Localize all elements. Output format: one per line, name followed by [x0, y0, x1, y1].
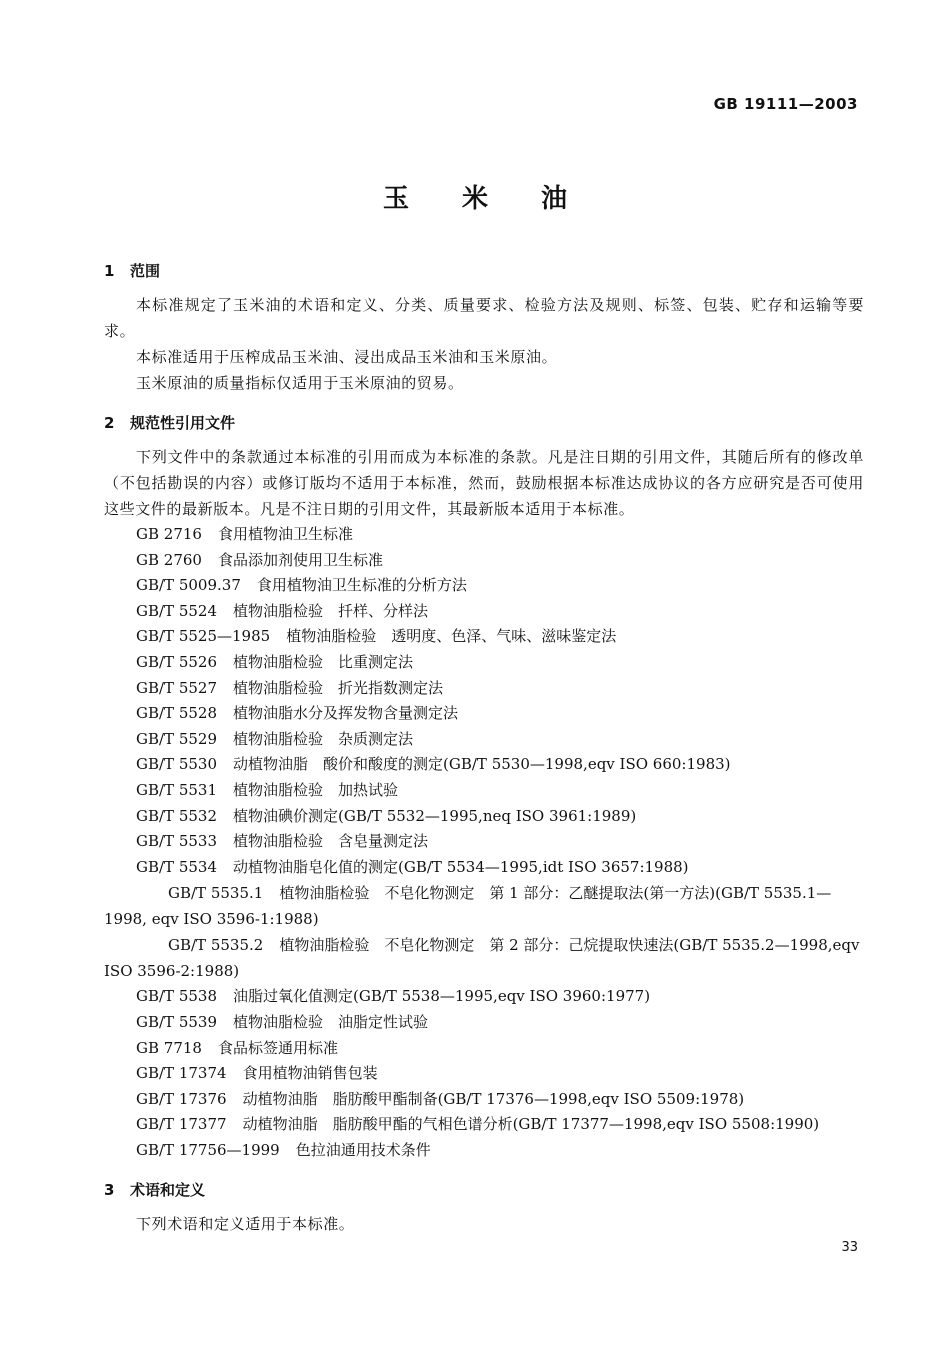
reference-title: 油脂过氧化值测定(GB/T 5538—1995,eqv ISO 3960:1977) — [233, 987, 651, 1006]
reference-item — [104, 599, 864, 625]
reference-code: GB/T 5531 — [136, 780, 218, 799]
reference-code: GB/T 5539 — [136, 1012, 218, 1031]
reference-title: 色拉油通用技术条件 — [295, 1140, 431, 1159]
section-title: 术语和定义 — [130, 1181, 206, 1200]
reference-code: GB/T 5527 — [136, 678, 218, 697]
reference-title: 植物油脂检验 含皂量测定法 — [233, 832, 429, 851]
reference-title: 植物油脂检验 扦样、分样法 — [233, 601, 429, 620]
reference-code: GB/T 5524 — [136, 601, 218, 620]
reference-code: GB/T 5525—1985 — [136, 627, 271, 646]
reference-item — [104, 727, 864, 753]
reference-item — [104, 1138, 864, 1164]
reference-title: 植物油脂检验 油脂定性试验 — [233, 1012, 429, 1031]
reference-code: GB/T 5534 — [136, 857, 218, 876]
reference-code: GB/T 17377 — [136, 1115, 227, 1134]
scope-paragraph: 玉米原油的质量指标仅适用于玉米原油的贸易。 — [136, 374, 464, 392]
reference-item — [104, 1112, 864, 1138]
document-body — [104, 258, 864, 1237]
reference-code: GB/T 5530 — [136, 755, 218, 774]
reference-title: 动植物油脂 脂肪酸甲酯制备(GB/T 17376—1998,eqv ISO 5509:1978) — [242, 1089, 745, 1108]
reference-title: 食用植物油卫生标准 — [217, 525, 353, 543]
reference-title: 植物油脂检验 折光指数测定法 — [233, 678, 444, 697]
reference-item — [104, 855, 864, 881]
reference-code: GB/T 17756—1999 — [136, 1140, 280, 1159]
reference-item — [104, 1061, 864, 1087]
reference-item — [104, 1087, 864, 1113]
reference-code: GB/T 17376 — [136, 1089, 227, 1108]
reference-item — [104, 676, 864, 702]
section-heading-scope — [104, 258, 864, 284]
reference-list — [104, 522, 864, 1163]
reference-code: GB/T 5533 — [136, 832, 218, 851]
reference-item — [104, 522, 864, 548]
reference-title: 植物油脂检验 杂质测定法 — [233, 729, 414, 748]
reference-code: GB/T 5535.1 — [168, 884, 264, 903]
reference-code: GB/T 5528 — [136, 704, 218, 723]
page-title: 玉 米 油 — [382, 184, 590, 214]
page-number: 33 — [841, 1240, 858, 1255]
section-heading-terms — [104, 1177, 864, 1203]
reference-title: 动植物油脂 脂肪酸甲酯的气相色谱分析(GB/T 17377—1998,eqv ISO 5508:1990) — [242, 1115, 820, 1134]
reference-title: 植物油脂检验 不皂化物测定 第 2 部分：己烷提取快速法(GB/T 5535.2—1998,eqv ISO 3596-2:1988) — [104, 936, 860, 981]
reference-title: 食用植物油卫生标准的分析方法 — [256, 576, 467, 595]
section-heading-normative-references — [104, 410, 864, 436]
section-number: 3 — [104, 1181, 115, 1200]
reference-title: 食品标签通用标准 — [217, 1038, 338, 1057]
reference-item — [104, 573, 864, 599]
reference-code: GB/T 17374 — [136, 1064, 227, 1083]
reference-title: 植物油脂检验 不皂化物测定 第 1 部分：乙醚提取法(第一方法)(GB/T 5535.1—1998, eqv ISO 3596-1:1988) — [104, 884, 832, 929]
terms-paragraph: 下列术语和定义适用于本标准。 — [136, 1215, 355, 1234]
reference-code: GB 2716 — [136, 525, 202, 543]
reference-title: 动植物油脂 酸价和酸度的测定(GB/T 5530—1998,eqv ISO 660:1983) — [233, 755, 731, 774]
section-title: 范围 — [130, 262, 161, 280]
section-number: 1 — [104, 262, 115, 280]
reference-item — [104, 880, 864, 932]
reference-code: GB/T 5529 — [136, 729, 218, 748]
references-intro: 下列文件中的条款通过本标准的引用而成为本标准的条款。凡是注日期的引用文件，其随后所有的修改单（不包括勘误的内容）或修订版均不适用于本标准，然而，鼓励根据本标准达成协议的各方应研究是否可使用这些文件的最新版本。凡是不注日期的引用文件，其最新版本适用于本标准。 — [104, 448, 864, 518]
scope-paragraph: 本标准适用于压榨成品玉米油、浸出成品玉米油和玉米原油。 — [136, 348, 558, 366]
reference-title: 植物油脂检验 加热试验 — [233, 780, 399, 799]
standard-number: GB 19111—2003 — [713, 95, 858, 113]
reference-title: 植物油脂水分及挥发物含量测定法 — [233, 704, 459, 723]
reference-code: GB/T 5535.2 — [168, 936, 264, 955]
reference-item — [104, 548, 864, 574]
reference-code: GB 7718 — [136, 1038, 202, 1057]
reference-item — [104, 650, 864, 676]
reference-item — [104, 984, 864, 1010]
scope-paragraph: 本标准规定了玉米油的术语和定义、分类、质量要求、检验方法及规则、标签、包装、贮存和运输等要求。 — [104, 296, 864, 340]
reference-title: 植物油碘价测定(GB/T 5532—1995,neq ISO 3961:1989) — [233, 806, 637, 825]
reference-title: 植物油脂检验 比重测定法 — [233, 652, 414, 671]
reference-title: 食用植物油销售包装 — [242, 1064, 378, 1083]
section-number: 2 — [104, 414, 115, 432]
section-title: 规范性引用文件 — [130, 414, 236, 432]
reference-item — [104, 701, 864, 727]
reference-item — [104, 1036, 864, 1062]
reference-code: GB/T 5538 — [136, 987, 218, 1006]
reference-item — [104, 804, 864, 830]
reference-title: 植物油脂检验 透明度、色泽、气味、滋味鉴定法 — [286, 627, 617, 646]
reference-item — [104, 829, 864, 855]
reference-code: GB/T 5526 — [136, 652, 218, 671]
reference-item — [104, 778, 864, 804]
reference-item — [104, 1010, 864, 1036]
reference-title: 动植物油脂皂化值的测定(GB/T 5534—1995,idt ISO 3657:1988) — [233, 857, 689, 876]
reference-item — [104, 932, 864, 984]
reference-title: 食品添加剂使用卫生标准 — [217, 550, 383, 569]
reference-code: GB/T 5009.37 — [136, 576, 241, 595]
reference-item — [104, 752, 864, 778]
reference-code: GB/T 5532 — [136, 806, 218, 825]
reference-code: GB 2760 — [136, 550, 202, 569]
reference-item — [104, 624, 864, 650]
